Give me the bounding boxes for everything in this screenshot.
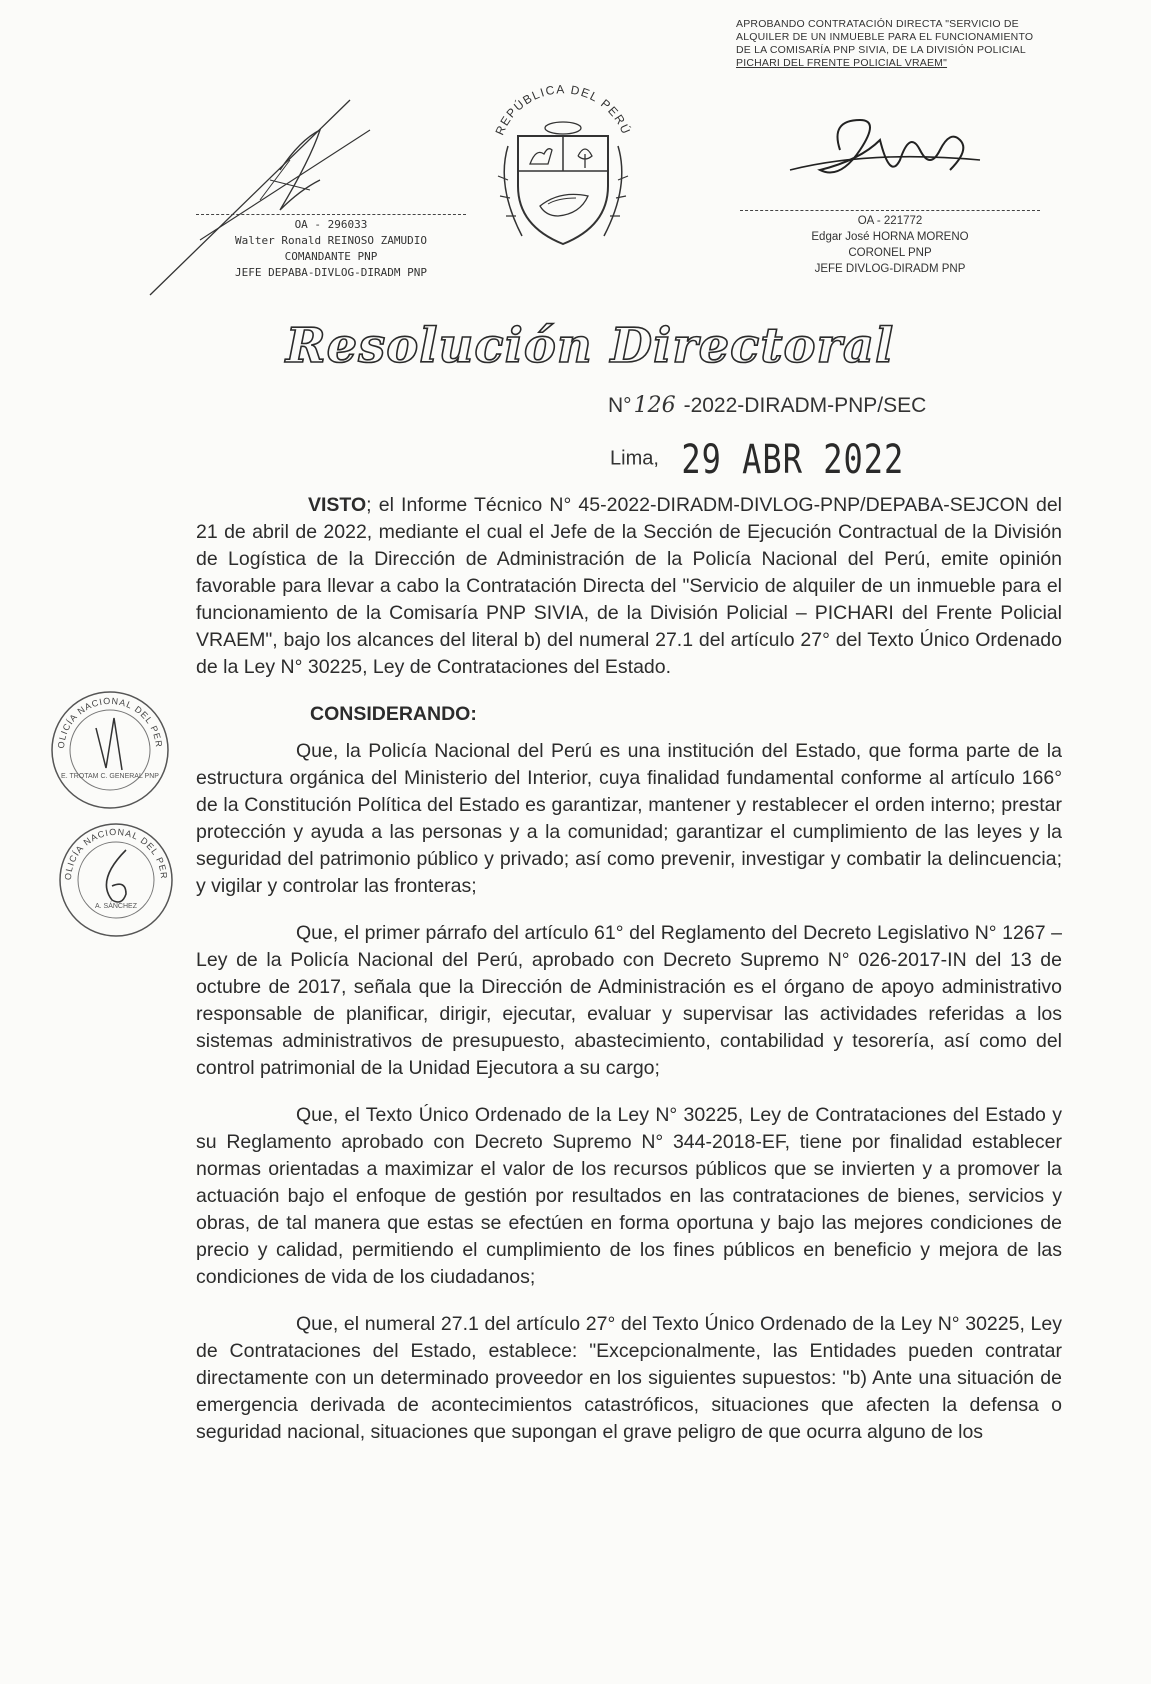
svg-text:POLICÍA NACIONAL DEL PERÚ: OLICÍA NACIONAL DEL PER [55, 695, 165, 749]
police-seal-icon [48, 688, 172, 812]
header-note-line-1: APROBANDO CONTRATACIÓN DIRECTA "SERVICIO DE [736, 18, 1019, 30]
coat-of-arms-icon [478, 76, 648, 256]
resolution-suffix: -2022-DIRADM-PNP/SEC [683, 394, 927, 417]
signatory-left-rank: COMANDANTE PNP [284, 250, 378, 263]
signatory-right [740, 210, 1040, 277]
header-note-line-3: DE LA COMISARÍA PNP SIVIA, DE LA DIVISIÓN POLICIAL [736, 44, 1026, 56]
considerando-paragraph-4: Que, el numeral 27.1 del artículo 27° del Texto Único Ordenado de la Ley N° 30225, Ley de Contrataciones del Estado, establece: "Excepcionalmente, las Entidades pueden contratar directamente con un determinado proveedor en los siguientes supuestos: "b) Ante una situación de emergencia derivada de acontecimientos catastróficos, situaciones que afecten la defensa o seguridad nacional, situaciones que supongan el grave peligro de que ocurra alguno de los [196, 1313, 1062, 1443]
svg-text:E. TROTAM C. GENERAL PNP: E. TROTAM C. GENERAL PNP [61, 773, 159, 780]
visto-text: ; el Informe Técnico N° 45-2022-DIRADM-DIVLOG-PNP/DEPABA-SEJCON del 21 de abril de 2022, mediante el cual el Jefe de la Sección de Ejecución Contractual de la División de Logística de la Dirección de Administración de la Policía Nacional del Perú, emite opinión favorable para llevar a cabo la Contratación Directa del "Servicio de alquiler de un inmueble para el funcionamiento de la Comisaría PNP SIVIA, de la División Policial – PICHARI del Frente Policial VRAEM", bajo los alcances del literal b) del numeral 27.1 del artículo 27° del Texto Único Ordenado de la Ley N° 30225, Ley de Contrataciones del Estado. [196, 494, 1062, 678]
national-emblem [478, 76, 648, 256]
svg-text:A. SÁNCHEZ: A. SÁNCHEZ [94, 903, 138, 910]
signatory-left-code: OA - 296033 [294, 218, 368, 231]
signatory-left-name: Walter Ronald REINOSO ZAMUDIO [234, 234, 428, 247]
date-line [610, 435, 905, 483]
header-note [736, 18, 1056, 70]
considerando-paragraph-1: Que, la Policía Nacional del Perú es una institución del Estado, que forma parte de la estructura orgánica del Ministerio del Interior, cuya finalidad fundamental conforme al artículo 166° de la Constitución Política del Estado es garantizar, mantener y restablecer el orden interno; prestar protección y ayuda a las personas y a la comunidad; garantizar el cumplimiento de las leyes y la seguridad del patrimonio público y privado; así como prevenir, investigar y combatir la delincuencia; y vigilar y controlar las fronteras; [196, 740, 1062, 897]
signature-line-right [740, 210, 1040, 211]
considerando-paragraph-2: Que, el primer párrafo del artículo 61° del Reglamento del Decreto Legislativo N° 1267 – Ley de la Policía Nacional del Perú, aprobado con Decreto Supremo N° 026-2017-IN del 13 de octubre de 2017, señala que la Dirección de Administración es el órgano de apoyo administrativo responsable de planificar, dirigir, ejecutar, evaluar y supervisar las actividades referidas a los sistemas administrativos de presupuesto, abastecimiento, contabilidad y tesorería, así como del control patrimonial de la Unidad Ejecutora a su cargo; [196, 922, 1062, 1079]
header-note-line-2: ALQUILER DE UN INMUEBLE PARA EL FUNCIONAMIENTO [736, 31, 1034, 43]
signature-right-drawing [780, 100, 1000, 200]
visto-paragraph [196, 492, 1062, 681]
signatory-right-rank: CORONEL PNP [848, 247, 932, 259]
date-stamp: 29 ABR 2022 [681, 435, 905, 483]
signatory-left-post: JEFE DEPABA-DIVLOG-DIRADM PNP [234, 266, 428, 279]
signatory-right-name: Edgar José HORNA MORENO [811, 231, 969, 243]
considerando-paragraph-3: Que, el Texto Único Ordenado de la Ley N° 30225, Ley de Contrataciones del Estado y su Reglamento aprobado con Decreto Supremo N° 344-2018-EF, tiene por finalidad establecer normas orientadas a maximizar el valor de los recursos públicos que se invierten y a promover la actuación bajo el enfoque de gestión por resultados en las contrataciones de bienes, servicios y obras, de tal manera que estas se efectúen en forma oportuna y bajo las mejores condiciones de precio y calidad, permitiendo el cumplimiento de los fines públicos en beneficio y mejora de las condiciones de vida de los ciudadanos; [196, 1104, 1062, 1288]
resolution-number [608, 393, 926, 418]
svg-text:POLICÍA NACIONAL DEL PERÚ: OLICÍA NACIONAL DEL PER [62, 826, 170, 881]
date-city: Lima, [610, 447, 659, 470]
seal-2 [56, 820, 176, 940]
resolution-number-handwritten: 126 [633, 393, 676, 418]
emblem-text: REPÚBLICA DEL PERÚ [492, 82, 634, 138]
signature-line-left [196, 214, 466, 215]
considerando-heading: CONSIDERANDO: [310, 703, 477, 725]
resolution-prefix: N° [608, 394, 632, 417]
signatory-right-post: JEFE DIVLOG-DIRADM PNP [814, 263, 966, 275]
seal-1 [48, 688, 172, 812]
signatory-left [196, 214, 466, 281]
signatory-right-code: OA - 221772 [857, 215, 923, 227]
visto-label: VISTO [308, 494, 367, 516]
signature-right [780, 100, 1000, 200]
police-seal-icon-2 [56, 820, 176, 940]
document-body [196, 492, 1062, 1466]
header-note-line-4: PICHARI DEL FRENTE POLICIAL VRAEM" [736, 57, 948, 69]
document-title: Resolución Directoral [285, 318, 895, 374]
